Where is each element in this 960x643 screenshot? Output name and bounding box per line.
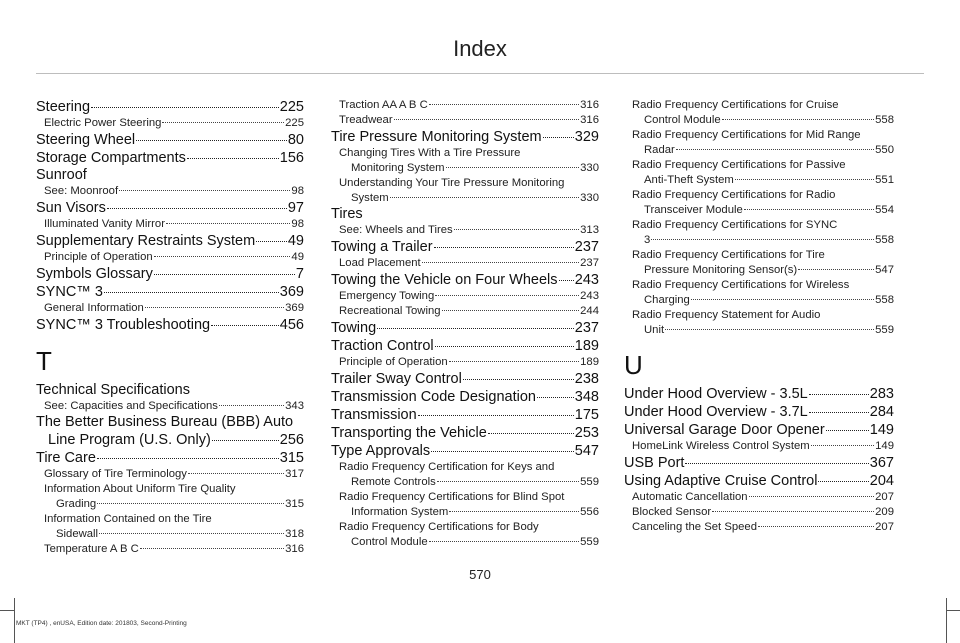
index-entry-line1: Radio Frequency Certification for Keys and — [339, 461, 555, 473]
dot-leader — [543, 137, 574, 138]
index-entry — [36, 217, 304, 232]
entry-page: 556 — [580, 506, 599, 518]
index-entry — [331, 407, 599, 424]
index-entry — [36, 99, 304, 116]
dot-leader — [119, 190, 290, 191]
entry-text: Under Hood Overview - 3.7L — [624, 404, 808, 420]
entry-page: 318 — [285, 528, 304, 540]
entry-text: Transmission — [331, 407, 417, 423]
entry-text: Tire Care — [36, 450, 96, 466]
entry-text: Towing the Vehicle on Four Wheels — [331, 272, 558, 288]
index-entry-line2 — [331, 535, 599, 550]
entry-text: Towing a Trailer — [331, 239, 433, 255]
dot-leader — [735, 179, 874, 180]
dot-leader — [256, 241, 287, 242]
dot-leader — [429, 541, 580, 542]
edition-footer: MKT (TP4) , enUSA, Edition date: 201803, Second-Printing — [16, 620, 187, 627]
index-entry — [36, 266, 304, 283]
index-entry — [331, 443, 599, 460]
dot-leader — [559, 280, 574, 281]
entry-page: 283 — [869, 386, 894, 402]
entry-text: Grading — [56, 498, 97, 510]
index-entry — [331, 98, 599, 113]
dot-leader — [188, 473, 284, 474]
index-entry-line1: The Better Business Bureau (BBB) Auto — [36, 414, 294, 430]
entry-page: 237 — [580, 257, 599, 269]
entry-text: See: Capacities and Specifications — [44, 400, 218, 412]
index-entry-line1: Radio Frequency Certifications for Radio — [632, 189, 836, 201]
index-entry — [36, 233, 304, 250]
index-entry-line1: Radio Frequency Certifications for Passive — [632, 159, 846, 171]
entry-page: 49 — [287, 233, 304, 249]
dot-leader — [749, 496, 875, 497]
entry-text: Under Hood Overview - 3.5L — [624, 386, 808, 402]
entry-page: 7 — [295, 266, 304, 282]
entry-text: Universal Garage Door Opener — [624, 422, 825, 438]
entry-text: Sidewall — [56, 528, 99, 540]
dot-leader — [809, 412, 869, 413]
entry-text: Principle of Operation — [339, 356, 448, 368]
entry-page: 243 — [580, 290, 599, 302]
index-entry — [331, 289, 599, 304]
dot-leader — [91, 107, 279, 108]
index-entry — [624, 386, 894, 403]
entry-text: See: Moonroof — [44, 185, 119, 197]
entry-page: 330 — [580, 192, 599, 204]
index-entry — [36, 284, 304, 301]
index-entry — [36, 184, 304, 199]
entry-page: 550 — [875, 144, 894, 156]
entry-page: 369 — [279, 284, 304, 300]
index-entry-line1: Radio Frequency Statement for Audio — [632, 309, 821, 321]
entry-page: 547 — [875, 264, 894, 276]
index-entry — [624, 455, 894, 472]
dot-leader — [437, 481, 579, 482]
index-entry-line1: Understanding Your Tire Pressure Monitoring — [339, 177, 565, 189]
entry-text: See: Wheels and Tires — [339, 224, 453, 236]
crop-mark-right-h — [946, 610, 960, 611]
entry-text: Unit — [644, 324, 665, 336]
dot-leader — [162, 122, 284, 123]
entry-page: 551 — [875, 174, 894, 186]
index-heading: Sunroof — [36, 167, 87, 183]
entry-page: 456 — [279, 317, 304, 333]
dot-leader — [154, 256, 291, 257]
dot-leader — [140, 548, 284, 549]
entry-text: Radar — [644, 144, 675, 156]
entry-text: Information System — [351, 506, 449, 518]
entry-text: Emergency Towing — [339, 290, 435, 302]
entry-text: Load Placement — [339, 257, 421, 269]
dot-leader — [418, 415, 574, 416]
index-entry-line2 — [624, 143, 894, 158]
index-entry — [331, 304, 599, 319]
index-entry-line2 — [331, 505, 599, 520]
entry-text: Temperature A B C — [44, 543, 139, 555]
entry-page: 554 — [875, 204, 894, 216]
index-entry — [36, 399, 304, 414]
index-entry — [624, 422, 894, 439]
dot-leader — [463, 379, 574, 380]
dot-leader — [429, 104, 579, 105]
entry-text: Transceiver Module — [644, 204, 743, 216]
index-entry-line2 — [36, 432, 304, 449]
entry-page: 558 — [875, 234, 894, 246]
index-entry-line1: Changing Tires With a Tire Pressure — [339, 147, 521, 159]
index-entry-line1: Radio Frequency Certifications for Body — [339, 521, 539, 533]
entry-text: Illuminated Vanity Mirror — [44, 218, 165, 230]
entry-page: 149 — [875, 440, 894, 452]
dot-leader — [435, 295, 579, 296]
entry-text: Steering — [36, 99, 91, 115]
dot-leader — [97, 503, 284, 504]
entry-page: 559 — [875, 324, 894, 336]
index-entry — [331, 425, 599, 442]
entry-text: Charging — [644, 294, 690, 306]
index-entry-line1: Information About Uniform Tire Quality — [44, 483, 236, 495]
section-letter: U — [624, 350, 643, 380]
dot-leader — [212, 440, 279, 441]
dot-leader — [97, 458, 279, 459]
index-entry — [331, 239, 599, 256]
entry-text: Transporting the Vehicle — [331, 425, 487, 441]
index-entry — [36, 317, 304, 334]
dot-leader — [446, 167, 580, 168]
index-column-3 — [624, 98, 894, 535]
crop-mark-left-h — [0, 610, 14, 611]
entry-text: Anti-Theft System — [644, 174, 734, 186]
index-entry-line2 — [624, 263, 894, 278]
entry-page: 558 — [875, 294, 894, 306]
entry-text: Using Adaptive Cruise Control — [624, 473, 818, 489]
dot-leader — [394, 119, 580, 120]
index-entry — [624, 490, 894, 505]
dot-leader — [676, 149, 874, 150]
index-entry — [36, 467, 304, 482]
entry-page: 175 — [574, 407, 599, 423]
dot-leader — [154, 274, 295, 275]
entry-page: 253 — [574, 425, 599, 441]
dot-leader — [431, 451, 574, 452]
dot-leader — [449, 361, 580, 362]
dot-leader — [211, 325, 279, 326]
index-entry — [624, 404, 894, 421]
entry-text: Traction AA A B C — [339, 99, 428, 111]
entry-page: 243 — [574, 272, 599, 288]
entry-page: 225 — [279, 99, 304, 115]
index-entry — [36, 150, 304, 167]
index-entry — [36, 132, 304, 149]
index-entry — [624, 473, 894, 490]
entry-text: General Information — [44, 302, 144, 314]
entry-page: 316 — [580, 99, 599, 111]
section-letter: T — [36, 346, 52, 376]
entry-page: 238 — [574, 371, 599, 387]
index-entry-line2 — [36, 497, 304, 512]
entry-page: 316 — [285, 543, 304, 555]
entry-text: Monitoring System — [351, 162, 445, 174]
entry-text: SYNC™ 3 Troubleshooting — [36, 317, 211, 333]
entry-page: 369 — [285, 302, 304, 314]
dot-leader — [651, 239, 874, 240]
entry-text: Electric Power Steering — [44, 117, 162, 129]
dot-leader — [449, 511, 579, 512]
entry-text: USB Port — [624, 455, 685, 471]
crop-mark-right — [946, 598, 947, 643]
index-entry-line2 — [331, 475, 599, 490]
dot-leader — [712, 511, 874, 512]
index-entry-line1: Radio Frequency Certifications for SYNC — [632, 219, 838, 231]
entry-page: 98 — [291, 185, 304, 197]
index-entry — [624, 505, 894, 520]
entry-text: Automatic Cancellation — [632, 491, 748, 503]
entry-page: 315 — [285, 498, 304, 510]
dot-leader — [488, 433, 574, 434]
index-entry-line2 — [624, 233, 894, 248]
index-entry-line2 — [331, 191, 599, 206]
entry-page: 329 — [574, 129, 599, 145]
entry-page: 367 — [869, 455, 894, 471]
dot-leader — [744, 209, 874, 210]
dot-leader — [454, 229, 579, 230]
dot-leader — [107, 208, 287, 209]
index-entry-line1: Radio Frequency Certifications for Blind Spot — [339, 491, 565, 503]
dot-leader — [691, 299, 874, 300]
entry-text: Storage Compartments — [36, 150, 186, 166]
entry-page: 348 — [574, 389, 599, 405]
dot-leader — [422, 262, 579, 263]
dot-leader — [809, 394, 869, 395]
dot-leader — [722, 119, 875, 120]
index-heading: Technical Specifications — [36, 382, 190, 398]
entry-page: 237 — [574, 320, 599, 336]
dot-leader — [219, 405, 284, 406]
entry-page: 204 — [869, 473, 894, 489]
entry-text: Canceling the Set Speed — [632, 521, 757, 533]
index-entry-line2 — [624, 113, 894, 128]
index-entry — [331, 338, 599, 355]
entry-page: 244 — [580, 305, 599, 317]
index-entry — [331, 371, 599, 388]
dot-leader — [187, 158, 279, 159]
dot-leader — [798, 269, 874, 270]
entry-page: 559 — [580, 476, 599, 488]
dot-leader — [811, 445, 874, 446]
index-column-1 — [36, 98, 304, 557]
entry-page: 547 — [574, 443, 599, 459]
entry-page: 237 — [574, 239, 599, 255]
entry-page: 284 — [869, 404, 894, 420]
entry-text: Recreational Towing — [339, 305, 441, 317]
entry-text: Pressure Monitoring Sensor(s) — [644, 264, 798, 276]
index-entry-line1: Radio Frequency Certifications for Cruise — [632, 99, 839, 111]
index-entry-line2 — [624, 173, 894, 188]
entry-text: Treadwear — [339, 114, 393, 126]
entry-text: Supplementary Restraints System — [36, 233, 256, 249]
index-entry — [331, 355, 599, 370]
entry-page: 207 — [875, 521, 894, 533]
entry-text: Line Program (U.S. Only) — [48, 432, 211, 448]
index-entry — [36, 200, 304, 217]
index-entry-line1: Radio Frequency Certifications for Mid Range — [632, 129, 861, 141]
index-entry — [331, 320, 599, 337]
index-entry — [624, 520, 894, 535]
entry-text: Symbols Glossary — [36, 266, 153, 282]
entry-text: Transmission Code Designation — [331, 389, 536, 405]
entry-page: 207 — [875, 491, 894, 503]
entry-page: 343 — [285, 400, 304, 412]
entry-text: Steering Wheel — [36, 132, 136, 148]
header-rule — [36, 73, 924, 74]
index-entry-line2 — [624, 293, 894, 308]
index-heading: Tires — [331, 206, 363, 222]
index-entry-line2 — [331, 161, 599, 176]
index-entry-line2 — [624, 203, 894, 218]
entry-page: 209 — [875, 506, 894, 518]
entry-page: 149 — [869, 422, 894, 438]
index-entry — [624, 439, 894, 454]
dot-leader — [136, 140, 287, 141]
entry-text: Trailer Sway Control — [331, 371, 462, 387]
index-entry — [36, 450, 304, 467]
entry-text: Glossary of Tire Terminology — [44, 468, 187, 480]
entry-page: 49 — [291, 251, 304, 263]
page-number: 570 — [469, 567, 491, 582]
dot-leader — [104, 292, 279, 293]
entry-text: HomeLink Wireless Control System — [632, 440, 810, 452]
index-entry-line1: Radio Frequency Certifications for Wireless — [632, 279, 850, 291]
index-column-2 — [331, 98, 599, 550]
index-entry — [331, 223, 599, 238]
entry-text: Principle of Operation — [44, 251, 153, 263]
entry-page: 559 — [580, 536, 599, 548]
entry-text: Control Module — [644, 114, 721, 126]
entry-page: 80 — [287, 132, 304, 148]
dot-leader — [685, 463, 868, 464]
entry-page: 558 — [875, 114, 894, 126]
index-entry — [331, 389, 599, 406]
index-entry — [331, 113, 599, 128]
dot-leader — [537, 397, 574, 398]
entry-page: 189 — [580, 356, 599, 368]
entry-page: 156 — [279, 150, 304, 166]
entry-page: 316 — [580, 114, 599, 126]
dot-leader — [99, 533, 284, 534]
entry-page: 225 — [285, 117, 304, 129]
index-entry-line2 — [36, 527, 304, 542]
index-entry — [36, 116, 304, 131]
entry-page: 315 — [279, 450, 304, 466]
entry-page: 330 — [580, 162, 599, 174]
index-entry-line1: Information Contained on the Tire — [44, 513, 212, 525]
entry-text: Sun Visors — [36, 200, 106, 216]
entry-text: SYNC™ 3 — [36, 284, 103, 300]
page-header-title: Index — [453, 36, 507, 61]
dot-leader — [826, 430, 869, 431]
dot-leader — [435, 346, 574, 347]
crop-mark-left — [14, 598, 15, 643]
entry-text: Type Approvals — [331, 443, 431, 459]
dot-leader — [442, 310, 580, 311]
dot-leader — [758, 526, 874, 527]
dot-leader — [166, 223, 290, 224]
entry-page: 256 — [279, 432, 304, 448]
entry-page: 97 — [287, 200, 304, 216]
index-entry — [331, 256, 599, 271]
entry-text: Remote Controls — [351, 476, 436, 488]
dot-leader — [390, 197, 579, 198]
dot-leader — [145, 307, 284, 308]
index-entry-line2 — [624, 323, 894, 338]
entry-page: 189 — [574, 338, 599, 354]
dot-leader — [818, 481, 868, 482]
entry-page: 317 — [285, 468, 304, 480]
entry-text: Blocked Sensor — [632, 506, 712, 518]
dot-leader — [665, 329, 874, 330]
entry-text: Tire Pressure Monitoring System — [331, 129, 542, 145]
entry-text: Control Module — [351, 536, 428, 548]
entry-text: System — [351, 192, 389, 204]
entry-text: Towing — [331, 320, 377, 336]
dot-leader — [434, 247, 574, 248]
entry-text: 3 — [644, 234, 651, 246]
index-entry — [36, 301, 304, 316]
index-entry — [36, 250, 304, 265]
index-entry-line1: Radio Frequency Certifications for Tire — [632, 249, 825, 261]
entry-page: 98 — [291, 218, 304, 230]
index-entry — [331, 129, 599, 146]
entry-page: 313 — [580, 224, 599, 236]
index-entry — [36, 542, 304, 557]
dot-leader — [377, 328, 574, 329]
entry-text: Traction Control — [331, 338, 434, 354]
index-entry — [331, 272, 599, 289]
